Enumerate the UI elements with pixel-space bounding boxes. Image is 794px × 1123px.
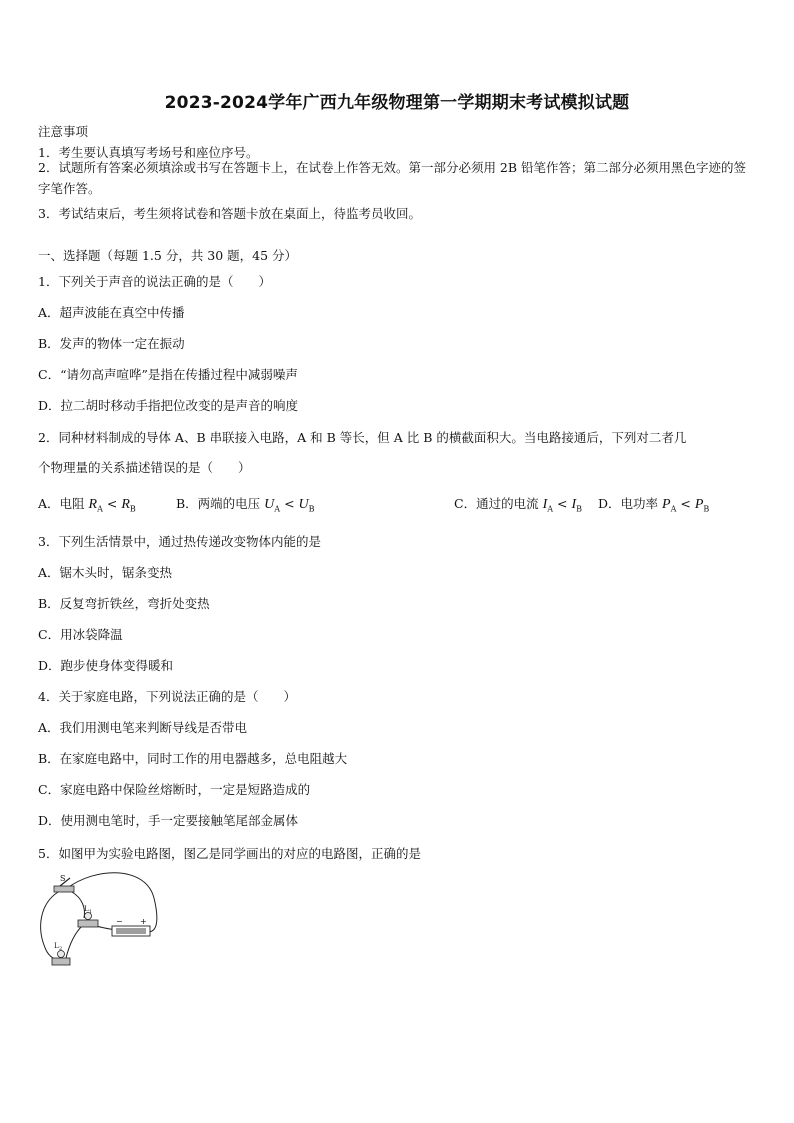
battery-minus: −	[116, 917, 123, 926]
notice-heading: 注意事项	[38, 124, 89, 139]
notice-item-1: 1．考生要认真填写考场号和座位序号。	[38, 145, 259, 160]
question-4-option-c[interactable]: C．家庭电路中保险丝熔断时，一定是短路造成的	[38, 782, 311, 797]
battery-plus: +	[140, 917, 147, 926]
battery	[112, 917, 150, 936]
lamp1-sub: 1	[89, 909, 93, 915]
question-2-option-d[interactable]: D．电功率 $P_A < P_B$	[598, 496, 710, 514]
notice-item-3: 3．考试结束后，考生须将试卷和答题卡放在桌面上，待监考员收回。	[38, 206, 421, 221]
question-3-stem: 3．下列生活情景中，通过热传递改变物体内能的是	[38, 534, 321, 549]
switch-s	[54, 874, 74, 892]
page-title: 2023-2024学年广西九年级物理第一学期期末考试模拟试题	[164, 93, 630, 113]
question-4-option-b[interactable]: B．在家庭电路中，同时工作的用电器越多，总电阻越大	[38, 751, 348, 766]
question-1-option-b[interactable]: B．发声的物体一定在振动	[38, 336, 185, 351]
question-1-stem: 1．下列关于声音的说法正确的是（ ）	[38, 274, 271, 289]
question-2-stem-line-1: 2．同种材料制成的导体 A、B 串联接入电路，A 和 B 等长，但 A 比 B 的横截面积大。当电路接通后，下列对二者几	[38, 430, 687, 445]
section-heading: 一、选择题（每题 1.5 分，共 30 题，45 分）	[38, 248, 298, 263]
question-4-option-a[interactable]: A．我们用测电笔来判断导线是否带电	[38, 720, 248, 735]
question-4-option-d[interactable]: D．使用测电笔时，手一定要接触笔尾部金属体	[38, 813, 299, 828]
notice-item-2: 2．试题所有答案必须填涂或书写在答题卡上，在试卷上作答无效。第一部分必须用 2B 铅笔作答；第二部分必须用黑色字迹的签字笔作答。	[38, 160, 747, 196]
question-4-stem: 4．关于家庭电路，下列说法正确的是（ ）	[38, 689, 296, 704]
question-2-option-b[interactable]: B．两端的电压 $U_A < U_B$	[176, 496, 315, 514]
question-1-option-c[interactable]: C．“请勿高声喧哗”是指在传播过程中减弱噪声	[38, 367, 298, 382]
question-2-option-a[interactable]: A．电阻 $R_A < R_B$	[38, 496, 136, 514]
question-5-stem: 5．如图甲为实验电路图，图乙是同学画出的对应的电路图，正确的是	[38, 846, 421, 861]
lamp2-label: L	[54, 942, 59, 950]
wire-switch-lamp1	[72, 892, 85, 918]
switch-label: S	[60, 874, 66, 883]
circuit-figure	[36, 868, 158, 972]
question-2-options	[38, 494, 758, 514]
question-2-stem-line-2: 个物理量的关系描述错误的是（ ）	[38, 460, 251, 475]
question-3-option-c[interactable]: C．用冰袋降温	[38, 627, 123, 642]
wire-lamp2	[66, 926, 82, 958]
question-3-option-d[interactable]: D．跑步使身体变得暖和	[38, 658, 174, 673]
question-3-option-b[interactable]: B．反复弯折铁丝，弯折处变热	[38, 596, 210, 611]
lamp-l1	[78, 905, 98, 927]
lamp1-label: L	[84, 905, 89, 913]
question-3-option-a[interactable]: A．锯木头时，锯条变热	[38, 565, 173, 580]
lamp2-sub: 2	[59, 946, 63, 952]
question-1-option-a[interactable]: A．超声波能在真空中传播	[38, 305, 185, 320]
question-2-option-c[interactable]: C．通过的电流 $I_A < I_B$	[454, 496, 583, 514]
question-1-option-d[interactable]: D．拉二胡时移动手指把位改变的是声音的响度	[38, 398, 299, 413]
